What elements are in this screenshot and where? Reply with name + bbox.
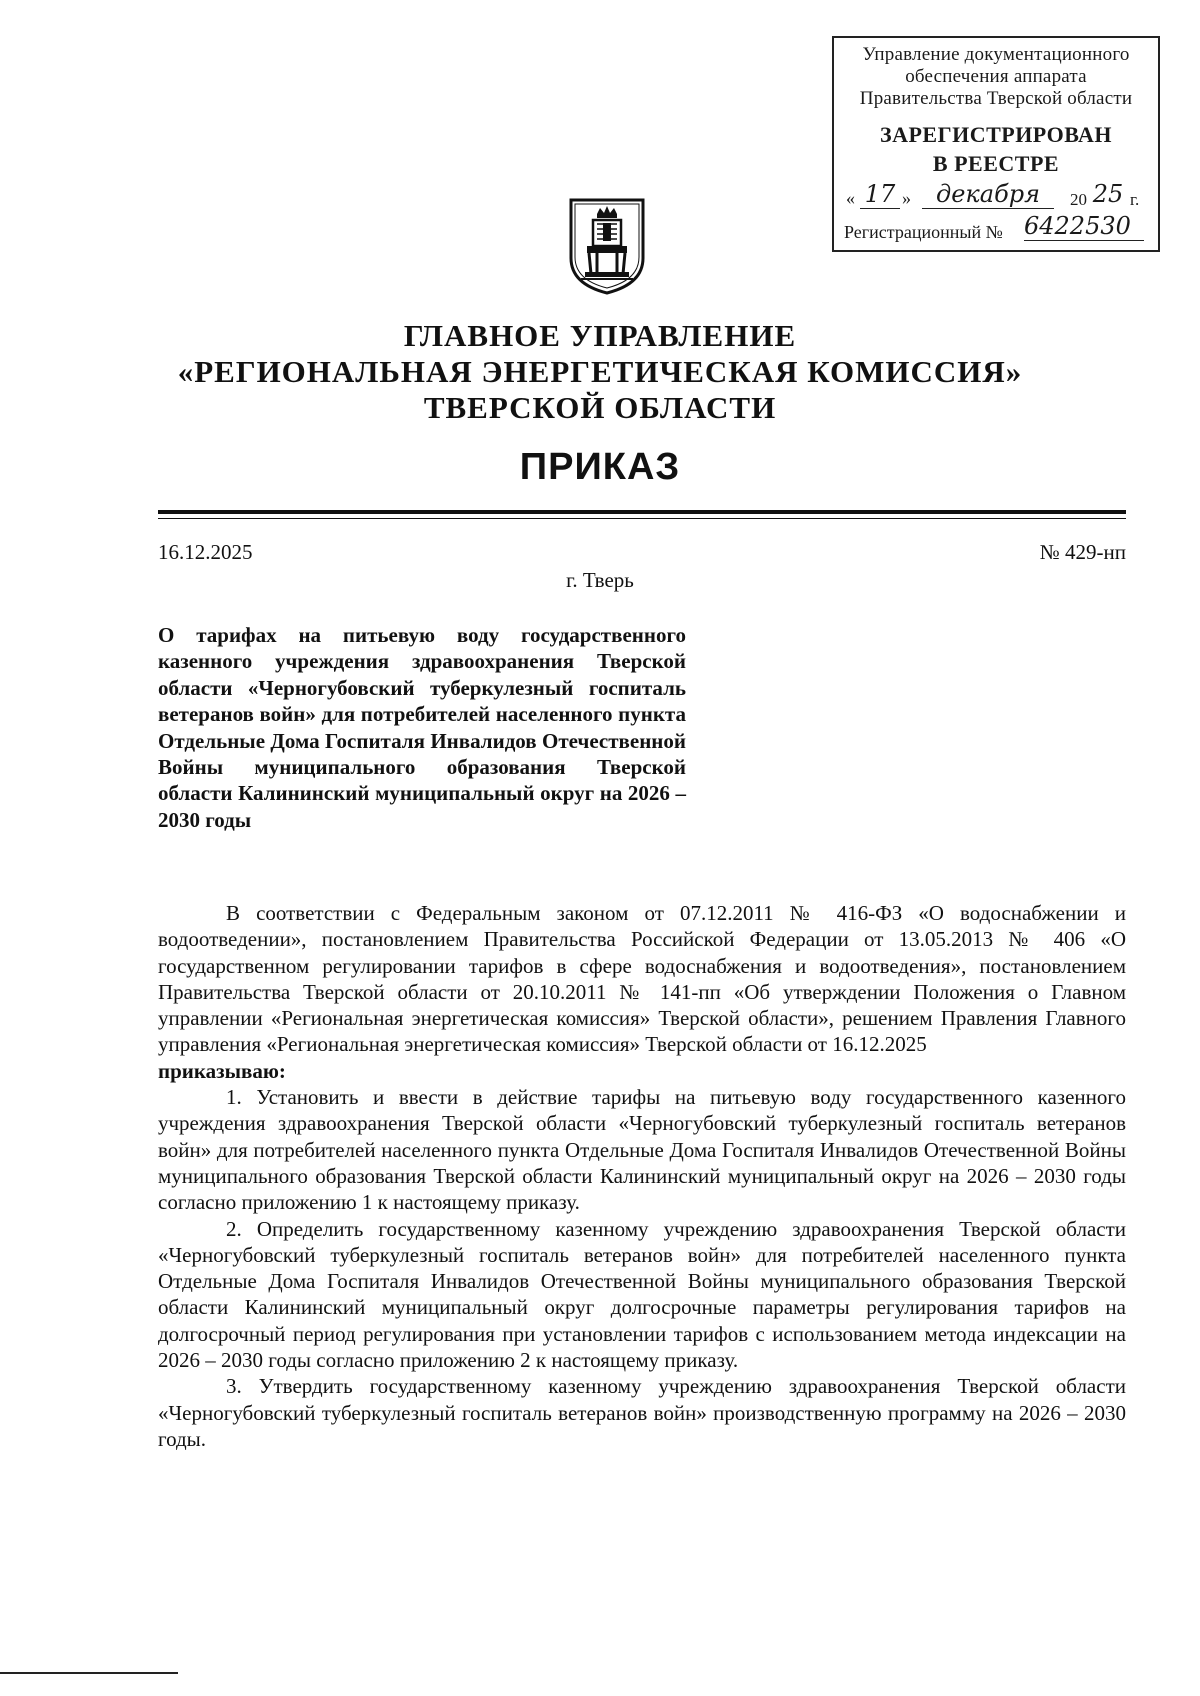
- registration-stamp: [832, 36, 1160, 252]
- stamp-dept-line: обеспечения аппарата: [905, 66, 1087, 87]
- stamp-dept-line: Управление документационного: [862, 44, 1130, 65]
- stamp-registered: [834, 120, 1158, 178]
- stamp-year-unit: г.: [1130, 190, 1140, 209]
- stamp-reg-label: Регистрационный №: [844, 222, 1003, 242]
- document-city: г. Тверь: [566, 568, 634, 592]
- stamp-registered-line: В РЕЕСТРЕ: [932, 151, 1060, 176]
- stamp-year-prefix: 20: [1070, 190, 1087, 209]
- agency-name-line-3: ТВЕРСКОЙ ОБЛАСТИ: [423, 390, 777, 425]
- document-type-title: ПРИКАЗ: [519, 446, 681, 488]
- stamp-reg-number: 6422530: [1024, 212, 1144, 241]
- stamp-year-suffix: 25: [1092, 180, 1124, 208]
- order-item-2: 2. Определить государственному казенному учреждению здравоохранения Тверской области «Черногубовский туберкулезный госпиталь ветеранов войн» для потребителей населенного пункта Отдельные Дома Госпиталя Инвалидов Отечественной Войны муниципального образования Тверской области Калининский муниципальный округ долгосрочные параметры регулирования тарифов на долгосрочный период регулирования при установлении тарифов с использованием метода индексации на 2026 – 2030 годы согласно приложению 2 к настоящему приказу.: [158, 1216, 1126, 1373]
- stamp-reg-row: [844, 214, 1150, 244]
- stamp-registered-line: ЗАРЕГИСТРИРОВАН: [879, 122, 1113, 147]
- header-rule-thin: [158, 518, 1126, 519]
- footnote-divider: [0, 1672, 178, 1674]
- header-rule-thick: [158, 510, 1126, 514]
- order-item-3: 3. Утвердить государственному казенному учреждению здравоохранения Тверской области «Черногубовский туберкулезный госпиталь ветеранов войн» производственную программу на 2026 – 2030 годы.: [158, 1374, 1126, 1451]
- stamp-date-day: 17: [860, 180, 900, 209]
- stamp-date-month: декабря: [922, 180, 1054, 209]
- document-number: № 429-нп: [1039, 540, 1126, 564]
- agency-name-line-1: ГЛАВНОЕ УПРАВЛЕНИЕ: [403, 318, 797, 353]
- order-word: приказываю:: [158, 1058, 286, 1083]
- preamble-paragraph: В соответствии с Федеральным законом от 07.12.2011 № 416-ФЗ «О водоснабжении и водоотведении», постановлением Правительства Российской Федерации от 13.05.2013 № 406 «О государственном регулировании тарифов в сфере водоснабжения и водоотведения», постановлением Правительства Тверской области от 20.10.2011 № 141-пп «Об утверждении Положения о Главном управлении «Региональная энергетическая комиссия» Тверской области», решением Правления Главного управления «Региональная энергетическая комиссия» Тверской области от 16.12.2025: [158, 901, 1126, 1057]
- agency-name-line-2: «РЕГИОНАЛЬНАЯ ЭНЕРГЕТИЧЕСКАЯ КОМИССИЯ»: [177, 354, 1023, 389]
- order-item-1: 1. Установить и ввести в действие тарифы на питьевую воду государственного казенного учреждения здравоохранения Тверской области «Черногубовский туберкулезный госпиталь ветеранов войн» для потребителей населенного пункта Отдельные Дома Госпиталя Инвалидов Отечественной Войны муниципального образования Тверской области Калининский муниципальный округ на 2026 – 2030 годы согласно приложению 1 к настоящему приказу.: [158, 1085, 1126, 1215]
- document-body: [158, 900, 1126, 1452]
- stamp-department: [834, 44, 1158, 110]
- stamp-dept-line: Правительства Тверской области: [859, 88, 1133, 109]
- tver-coat-of-arms-icon: [567, 196, 647, 296]
- document-subject: О тарифах на питьевую воду государственного казенного учреждения здравоохранения Тверской области «Черногубовский туберкулезный госпиталь ветеранов войн» для потребителей населенного пункта Отдельные Дома Госпиталя Инвалидов Отечественной Войны муниципального образования Тверской области Калининский муниципальный округ на 2026 – 2030 годы: [158, 623, 686, 832]
- document-date: 16.12.2025: [158, 540, 253, 564]
- stamp-date-row: « 17 » декабря 20 25 г.: [846, 180, 1140, 209]
